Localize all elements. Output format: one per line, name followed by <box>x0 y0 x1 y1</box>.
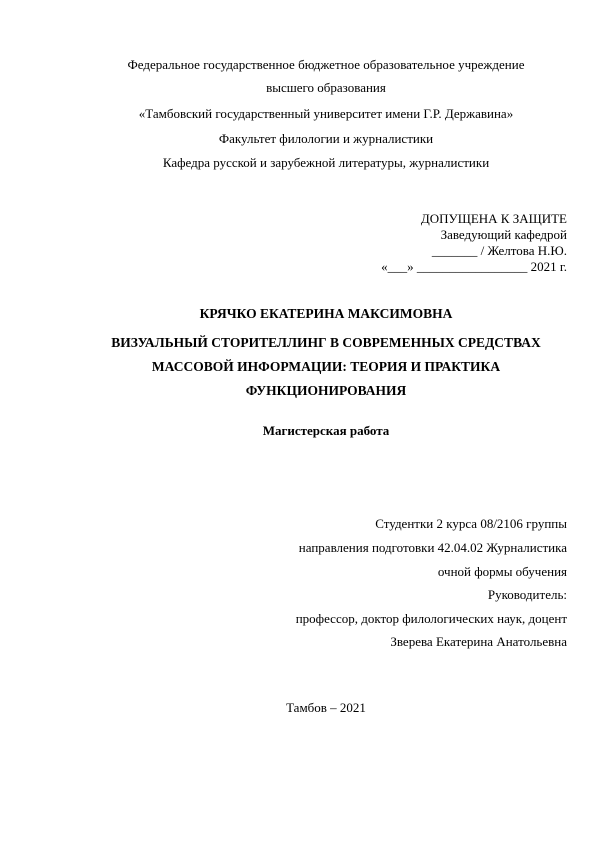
approval-title: ДОПУЩЕНА К ЗАЩИТЕ <box>420 211 567 226</box>
supervisor-label: Руководитель: <box>487 587 567 602</box>
approval-head-of-department: Заведующий кафедрой <box>440 227 567 242</box>
supervisor-degree: профессор, доктор филологических наук, доцент <box>295 611 567 626</box>
approval-date-line: «___» _________________ 2021 г. <box>381 259 567 274</box>
header-line-institution-type: Федеральное государственное бюджетное образовательное учреждение <box>127 57 525 72</box>
work-type: Магистерская работа <box>262 423 390 438</box>
student-course-group: Студентки 2 курса 08/2106 группы <box>375 516 567 531</box>
header-line-education-level: высшего образования <box>266 80 386 95</box>
city-year-footer: Тамбов – 2021 <box>286 700 366 715</box>
header-line-department: Кафедра русской и зарубежной литературы, журналистики <box>162 155 490 170</box>
thesis-title-line-2: МАССОВОЙ ИНФОРМАЦИИ: ТЕОРИЯ И ПРАКТИКА <box>151 359 501 374</box>
thesis-title-line-1: ВИЗУАЛЬНЫЙ СТОРИТЕЛЛИНГ В СОВРЕМЕННЫХ СРЕДСТВАХ <box>111 335 541 350</box>
header-line-faculty: Факультет филологии и журналистики <box>218 131 434 146</box>
thesis-title-line-3: ФУНКЦИОНИРОВАНИЯ <box>245 383 407 398</box>
supervisor-name: Зверева Екатерина Анатольевна <box>390 634 567 649</box>
student-study-form: очной формы обучения <box>437 564 567 579</box>
author-name: КРЯЧКО ЕКАТЕРИНА МАКСИМОВНА <box>199 306 453 321</box>
header-line-university: «Тамбовский государственный университет имени Г.Р. Державина» <box>138 106 514 121</box>
student-direction: направления подготовки 42.04.02 Журналистика <box>298 540 567 555</box>
approval-signature-line: _______ / Желтова Н.Ю. <box>431 243 567 258</box>
